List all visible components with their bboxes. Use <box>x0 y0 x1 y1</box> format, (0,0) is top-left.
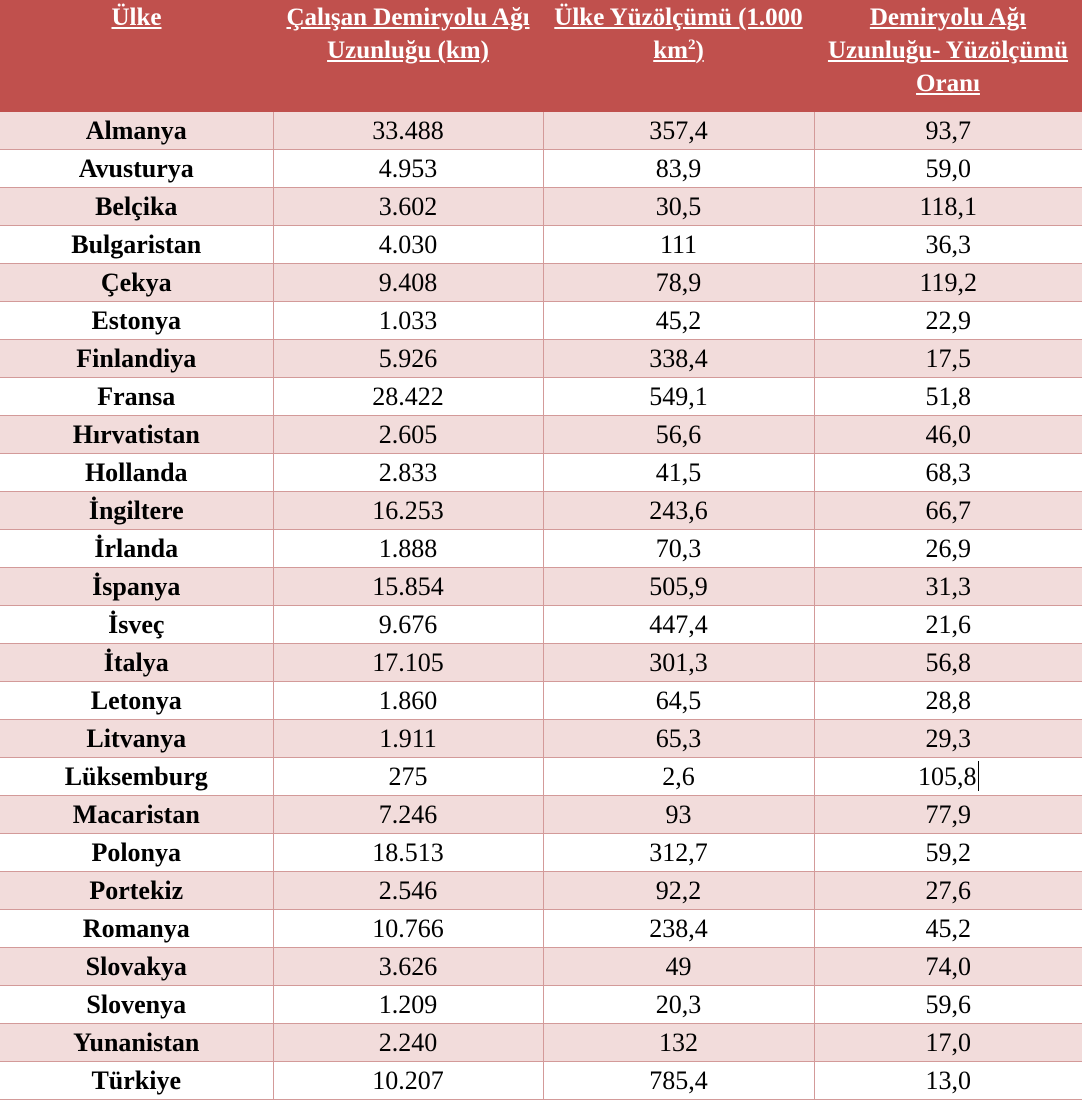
cell-ratio-text: 28,8 <box>925 686 971 715</box>
cell-country <box>0 948 273 986</box>
cell-country-text: Portekiz <box>89 876 184 905</box>
cell-rail-length-text: 2.240 <box>378 1028 438 1057</box>
header-ratio: Demiryolu Ağı Uzunluğu- Yüzölçümü Oranı <box>814 0 1082 112</box>
cell-country-text: Avusturya <box>78 154 194 183</box>
cell-rail-length <box>273 644 543 682</box>
cell-country-text: Belçika <box>95 192 178 221</box>
cell-area <box>543 606 814 644</box>
cell-country-text: İrlanda <box>94 534 179 563</box>
cell-ratio-text: 46,0 <box>925 420 971 449</box>
cell-rail-length <box>273 682 543 720</box>
cell-country-text: Macaristan <box>72 800 200 829</box>
cell-rail-length-text: 275 <box>388 762 428 791</box>
cell-area-text: 92,2 <box>655 876 702 905</box>
cell-ratio <box>814 872 1082 910</box>
cell-ratio <box>814 454 1082 492</box>
cell-ratio-text: 17,0 <box>925 1028 971 1057</box>
cell-country-text: Finlandiya <box>76 344 197 373</box>
cell-area-text: 132 <box>659 1028 698 1057</box>
cell-rail-length-text: 1.209 <box>378 990 438 1019</box>
cell-country <box>0 492 273 530</box>
cell-country-text: Slovakya <box>85 952 187 981</box>
cell-ratio <box>814 416 1082 454</box>
cell-country-text: İngiltere <box>88 496 184 525</box>
cell-area-text: 312,7 <box>649 838 708 867</box>
cell-country <box>0 986 273 1024</box>
cell-country-text: Polonya <box>91 838 182 867</box>
cell-ratio <box>814 112 1082 150</box>
cell-rail-length <box>273 606 543 644</box>
cell-ratio <box>814 720 1082 758</box>
table-row <box>0 948 1082 986</box>
cell-country <box>0 340 273 378</box>
cell-country <box>0 834 273 872</box>
cell-country-text: Litvanya <box>86 724 187 753</box>
cell-rail-length-text: 17.105 <box>372 648 444 677</box>
cell-country <box>0 530 273 568</box>
cell-country <box>0 796 273 834</box>
header-area <box>543 0 814 112</box>
cell-ratio <box>814 644 1082 682</box>
cell-country-text: Hırvatistan <box>72 420 200 449</box>
cell-country-text: Letonya <box>90 686 182 715</box>
cell-rail-length-text: 9.408 <box>378 268 438 297</box>
cell-area <box>543 378 814 416</box>
cell-area <box>543 872 814 910</box>
cell-area-text: 20,3 <box>655 990 702 1019</box>
cell-area <box>543 1062 814 1100</box>
cell-rail-length-text: 2.605 <box>378 420 438 449</box>
cell-country-text: Fransa <box>97 382 176 411</box>
cell-ratio-text: 93,7 <box>925 116 971 145</box>
cell-ratio <box>814 150 1082 188</box>
cell-rail-length <box>273 492 543 530</box>
cell-area <box>543 150 814 188</box>
cell-area <box>543 1024 814 1062</box>
cell-country <box>0 568 273 606</box>
cell-country <box>0 872 273 910</box>
cell-ratio-text: 51,8 <box>925 382 971 411</box>
cell-rail-length-text: 3.626 <box>378 952 438 981</box>
cell-rail-length <box>273 568 543 606</box>
header-area-text: Ülke Yüzölçümü (1.000 km <box>554 4 803 64</box>
cell-ratio-text: 56,8 <box>925 648 971 677</box>
cell-rail-length <box>273 720 543 758</box>
cell-ratio <box>814 226 1082 264</box>
cell-rail-length-text: 7.246 <box>378 800 438 829</box>
cell-rail-length-text: 10.207 <box>372 1066 444 1095</box>
cell-ratio <box>814 264 1082 302</box>
cell-area-text: 93 <box>665 800 692 829</box>
table-row <box>0 986 1082 1024</box>
table-row <box>0 454 1082 492</box>
cell-country <box>0 150 273 188</box>
cell-area <box>543 720 814 758</box>
cell-country-text: İsveç <box>108 610 165 639</box>
table-row <box>0 302 1082 340</box>
cell-area-text: 83,9 <box>655 154 702 183</box>
table-row <box>0 340 1082 378</box>
cell-rail-length <box>273 530 543 568</box>
cell-area-text: 41,5 <box>655 458 702 487</box>
cell-rail-length <box>273 188 543 226</box>
cell-country <box>0 454 273 492</box>
cell-area <box>543 530 814 568</box>
cell-country <box>0 644 273 682</box>
table-row <box>0 910 1082 948</box>
cell-rail-length-text: 28.422 <box>372 382 444 411</box>
cell-rail-length-text: 9.676 <box>378 610 438 639</box>
table-row <box>0 606 1082 644</box>
table-row <box>0 492 1082 530</box>
table-row <box>0 226 1082 264</box>
cell-area <box>543 416 814 454</box>
cell-country <box>0 1062 273 1100</box>
cell-country <box>0 416 273 454</box>
cell-country <box>0 606 273 644</box>
cell-area-text: 70,3 <box>655 534 702 563</box>
cell-rail-length <box>273 112 543 150</box>
cell-rail-length-text: 18.513 <box>372 838 444 867</box>
cell-ratio <box>814 796 1082 834</box>
cell-country <box>0 1024 273 1062</box>
cell-rail-length-text: 1.911 <box>379 724 437 753</box>
cell-ratio-text: 59,6 <box>925 990 971 1019</box>
table-row <box>0 644 1082 682</box>
table-row <box>0 834 1082 872</box>
cell-rail-length-text: 16.253 <box>372 496 444 525</box>
cell-rail-length-text: 5.926 <box>378 344 438 373</box>
cell-country <box>0 188 273 226</box>
cell-area <box>543 568 814 606</box>
cell-area <box>543 644 814 682</box>
cell-ratio <box>814 1024 1082 1062</box>
cell-ratio-text: 22,9 <box>925 306 971 335</box>
cell-area-text: 243,6 <box>649 496 708 525</box>
table-row <box>0 378 1082 416</box>
cell-ratio-text: 105,8 <box>918 762 977 791</box>
cell-rail-length <box>273 1062 543 1100</box>
cell-ratio-text: 66,7 <box>925 496 971 525</box>
cell-area <box>543 188 814 226</box>
cell-ratio-text: 77,9 <box>925 800 971 829</box>
cell-area <box>543 226 814 264</box>
cell-area <box>543 112 814 150</box>
cell-ratio-text: 26,9 <box>925 534 971 563</box>
cell-rail-length-text: 4.953 <box>378 154 438 183</box>
cell-area <box>543 796 814 834</box>
cell-rail-length <box>273 986 543 1024</box>
cell-rail-length <box>273 150 543 188</box>
table-row <box>0 530 1082 568</box>
cell-country-text: Çekya <box>100 268 172 297</box>
table-header <box>0 0 1082 112</box>
cell-rail-length-text: 10.766 <box>372 914 444 943</box>
cell-rail-length <box>273 872 543 910</box>
cell-ratio <box>814 682 1082 720</box>
cell-rail-length-text: 1.888 <box>378 534 438 563</box>
cell-country <box>0 378 273 416</box>
cell-rail-length <box>273 796 543 834</box>
cell-area-text: 505,9 <box>649 572 708 601</box>
cell-area-text: 56,6 <box>655 420 702 449</box>
cell-area-text: 2,6 <box>662 762 695 791</box>
cell-ratio <box>814 188 1082 226</box>
cell-country <box>0 720 273 758</box>
cell-rail-length-text: 2.833 <box>378 458 438 487</box>
table-row <box>0 682 1082 720</box>
cell-rail-length-text: 1.033 <box>378 306 438 335</box>
cell-area-text: 447,4 <box>649 610 708 639</box>
cell-ratio-text: 59,0 <box>925 154 971 183</box>
header-row <box>0 0 1082 112</box>
table-row <box>0 796 1082 834</box>
cell-country-text: Lüksemburg <box>64 762 208 791</box>
cell-ratio-text: 29,3 <box>925 724 971 753</box>
cell-ratio-text: 17,5 <box>925 344 971 373</box>
table-row <box>0 720 1082 758</box>
cell-country <box>0 302 273 340</box>
table-row <box>0 1024 1082 1062</box>
cell-area <box>543 948 814 986</box>
cell-area-text: 785,4 <box>649 1066 708 1095</box>
cell-country-text: Bulgaristan <box>71 230 202 259</box>
cell-country-text: İspanya <box>92 572 181 601</box>
cell-ratio <box>814 530 1082 568</box>
table-row <box>0 1062 1082 1100</box>
header-area-superscript: 2 <box>687 37 696 53</box>
cell-area-text: 30,5 <box>655 192 702 221</box>
cell-ratio <box>814 302 1082 340</box>
cell-area-text: 111 <box>659 230 698 259</box>
cell-area-text: 357,4 <box>649 116 708 145</box>
cell-ratio <box>814 378 1082 416</box>
cell-ratio-text: 74,0 <box>925 952 971 981</box>
cell-rail-length <box>273 378 543 416</box>
header-area-close: ) <box>695 37 704 64</box>
cell-ratio-text: 68,3 <box>925 458 971 487</box>
cell-rail-length <box>273 834 543 872</box>
text-cursor <box>978 761 979 791</box>
cell-area <box>543 758 814 796</box>
cell-country-text: Türkiye <box>91 1066 182 1095</box>
cell-country <box>0 112 273 150</box>
cell-ratio-text: 13,0 <box>925 1066 971 1095</box>
cell-ratio <box>814 758 1082 796</box>
cell-country <box>0 682 273 720</box>
cell-rail-length <box>273 340 543 378</box>
cell-ratio-text: 119,2 <box>919 268 978 297</box>
cell-rail-length <box>273 302 543 340</box>
cell-country-text: Almanya <box>85 116 187 145</box>
cell-area-text: 45,2 <box>655 306 702 335</box>
table-row <box>0 872 1082 910</box>
cell-rail-length-text: 33.488 <box>372 116 444 145</box>
cell-area <box>543 302 814 340</box>
table-row <box>0 758 1082 796</box>
cell-area <box>543 910 814 948</box>
cell-area-text: 64,5 <box>655 686 702 715</box>
cell-ratio-text: 45,2 <box>925 914 971 943</box>
cell-rail-length-text: 2.546 <box>378 876 438 905</box>
header-rail-length: Çalışan Demiryolu Ağı Uzunluğu (km) <box>273 0 543 112</box>
cell-area-text: 338,4 <box>649 344 708 373</box>
cell-area <box>543 492 814 530</box>
cell-rail-length <box>273 910 543 948</box>
table-row <box>0 416 1082 454</box>
cell-area-text: 78,9 <box>655 268 702 297</box>
header-country: Ülke <box>0 0 273 112</box>
cell-ratio-text: 36,3 <box>925 230 971 259</box>
cell-area-text: 549,1 <box>649 382 708 411</box>
table-row <box>0 568 1082 606</box>
cell-ratio-text: 27,6 <box>925 876 971 905</box>
cell-rail-length <box>273 454 543 492</box>
cell-rail-length <box>273 226 543 264</box>
table-body <box>0 112 1082 1100</box>
cell-country <box>0 910 273 948</box>
table-row <box>0 264 1082 302</box>
cell-area-text: 301,3 <box>649 648 708 677</box>
cell-country <box>0 264 273 302</box>
cell-ratio <box>814 340 1082 378</box>
cell-ratio-text: 59,2 <box>925 838 971 867</box>
table-row <box>0 150 1082 188</box>
cell-rail-length-text: 4.030 <box>378 230 438 259</box>
cell-rail-length-text: 15.854 <box>372 572 444 601</box>
cell-area <box>543 834 814 872</box>
cell-area <box>543 682 814 720</box>
cell-country-text: Slovenya <box>86 990 187 1019</box>
cell-area-text: 65,3 <box>655 724 702 753</box>
cell-rail-length <box>273 264 543 302</box>
cell-rail-length-text: 3.602 <box>378 192 438 221</box>
cell-area-text: 49 <box>665 952 692 981</box>
cell-country-text: Estonya <box>91 306 182 335</box>
cell-ratio-text: 118,1 <box>919 192 978 221</box>
cell-country <box>0 758 273 796</box>
table-row <box>0 188 1082 226</box>
table-row <box>0 112 1082 150</box>
cell-rail-length <box>273 758 543 796</box>
cell-ratio-text: 31,3 <box>925 572 971 601</box>
cell-area <box>543 454 814 492</box>
cell-country <box>0 226 273 264</box>
cell-rail-length <box>273 948 543 986</box>
cell-area <box>543 264 814 302</box>
cell-area <box>543 340 814 378</box>
cell-ratio <box>814 986 1082 1024</box>
cell-ratio <box>814 492 1082 530</box>
cell-area-text: 238,4 <box>649 914 708 943</box>
cell-country-text: Yunanistan <box>73 1028 200 1057</box>
cell-ratio <box>814 606 1082 644</box>
cell-ratio <box>814 834 1082 872</box>
cell-ratio <box>814 568 1082 606</box>
cell-rail-length <box>273 1024 543 1062</box>
cell-country-text: Romanya <box>82 914 190 943</box>
cell-ratio <box>814 1062 1082 1100</box>
cell-rail-length-text: 1.860 <box>378 686 438 715</box>
cell-area <box>543 986 814 1024</box>
cell-rail-length <box>273 416 543 454</box>
cell-ratio <box>814 948 1082 986</box>
cell-country-text: Hollanda <box>84 458 188 487</box>
cell-country-text: İtalya <box>103 648 169 677</box>
cell-ratio <box>814 910 1082 948</box>
cell-ratio-text: 21,6 <box>925 610 971 639</box>
